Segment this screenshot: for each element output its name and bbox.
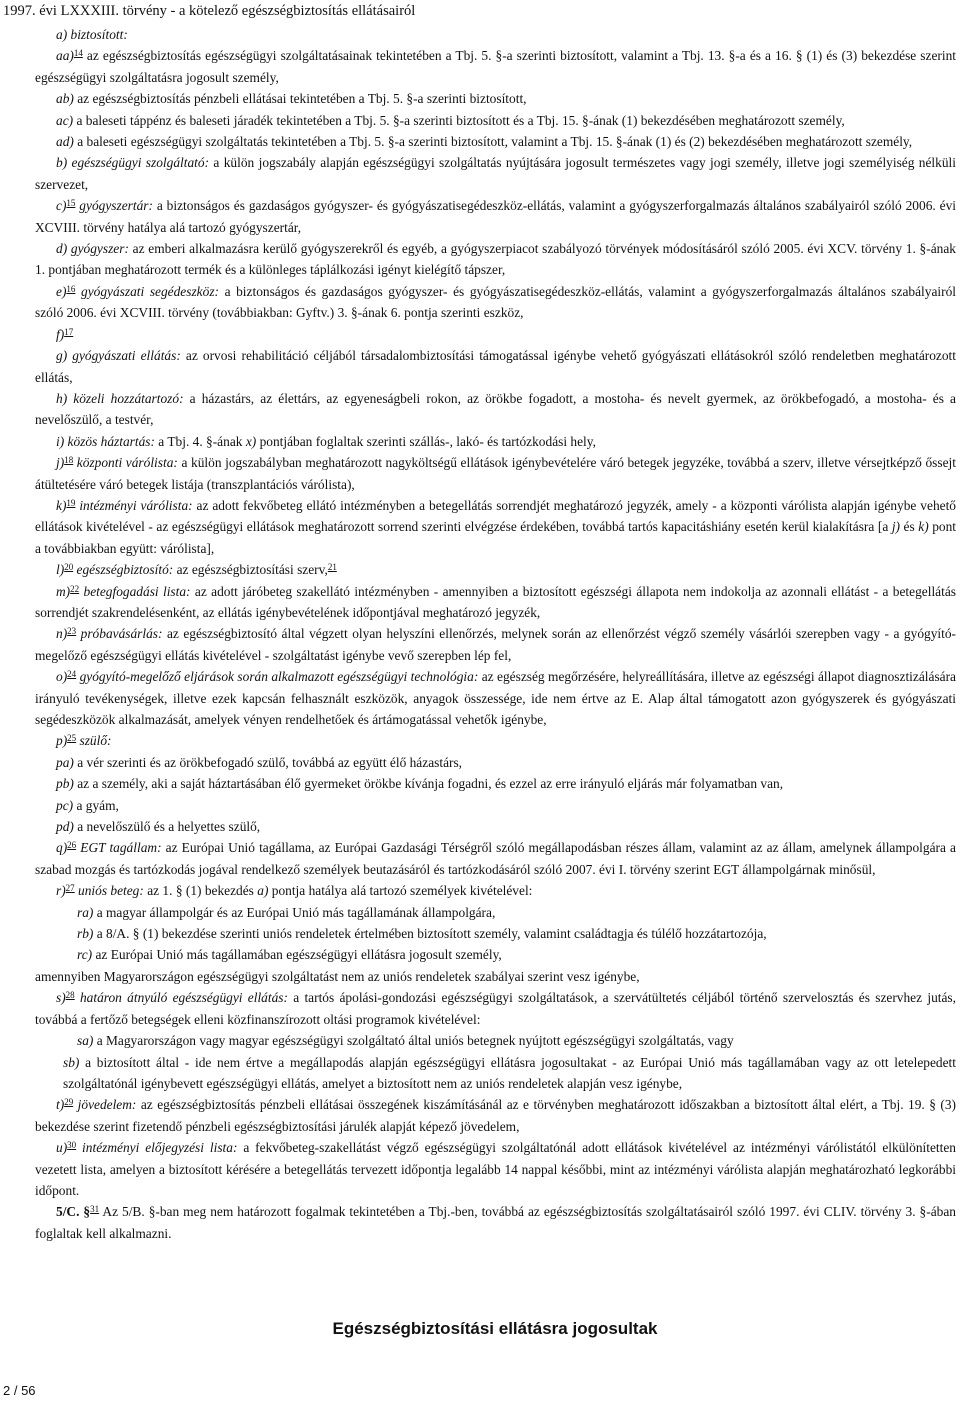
text-run: a magyar állampolgár és az Európai Unió más tagállamának állampolgára,	[93, 904, 496, 920]
text-run: és	[900, 519, 919, 535]
text-run: Az 5/B. §-ban meg nem határozott fogalmak tekintetében a Tbj.-ben, továbbá az egészségbiztosítás szolgáltatásairól szóló 1997. évi CLIV. törvény 3. §-ában foglaltak kell alkalmazni.	[35, 1204, 956, 1241]
paragraph	[35, 730, 956, 751]
italic-term: a)	[257, 883, 269, 899]
footnote-ref[interactable]: 18	[64, 455, 74, 466]
paragraph	[35, 666, 956, 730]
paragraph	[35, 495, 956, 559]
paragraph	[35, 795, 956, 816]
italic-term: s)	[56, 990, 66, 1006]
footnote-ref[interactable]: 31	[90, 1204, 100, 1215]
text-run: a biztonságos és gazdaságos gyógyszer- és gyógyászatisegédeszköz-ellátás, valamint a gyógyszerforgalmazás általános szabályairól szóló 2006. évi XCVIII. törvény hatálya alá tartozó gyógyszertár,	[35, 198, 956, 235]
paragraph	[35, 966, 956, 987]
italic-term: intézményi várólista:	[75, 497, 193, 513]
text-run: az egészségbiztosítási szerv,	[173, 562, 328, 578]
paragraph	[35, 1094, 956, 1137]
italic-term: gyógyító-megelőző eljárások során alkalmazott egészségügyi technológia:	[76, 669, 479, 685]
italic-term: pc)	[56, 797, 74, 813]
italic-term: i) közös háztartás:	[56, 433, 155, 449]
italic-term: a) biztosított:	[56, 27, 128, 42]
italic-term: gyógyszertár:	[75, 198, 153, 214]
footnote-ref[interactable]: 25	[67, 733, 77, 744]
italic-term: j)	[891, 519, 900, 535]
italic-term: h) közeli hozzátartozó:	[56, 390, 184, 406]
italic-term: k)	[56, 497, 67, 513]
paragraph	[35, 944, 956, 965]
italic-term: d) gyógyszer:	[56, 241, 129, 257]
italic-term: egészségbiztosító:	[73, 562, 174, 578]
paragraph	[35, 1201, 956, 1244]
paragraph	[35, 816, 956, 837]
paragraph	[35, 1137, 956, 1201]
footnote-ref[interactable]: 23	[67, 626, 77, 637]
italic-term: határon átnyúló egészségügyi ellátás:	[74, 990, 288, 1006]
footnote-ref[interactable]: 30	[67, 1140, 77, 1151]
text-run: a fekvőbeteg-szakellátást végző egészségügyi szolgáltatónál adott ellátások kivételével az intézményi várólistától elkülönítetten vezetett lista, amelyen a biztosított kérésére a betegellátás tervezett időpontja legalább 14 nappal későbbi, mint az intézményi várólista alapján meghatározható legkorábbi időpont.	[35, 1140, 956, 1198]
paragraph	[35, 559, 956, 580]
paragraph	[35, 581, 956, 624]
italic-term: o)	[56, 669, 68, 685]
text-run: a Magyarországon vagy magyar egészségügyi szolgáltató által uniós betegnek nyújtott egészségügyi szolgáltatás, vagy	[93, 1033, 734, 1049]
text-run: a házastárs, az élettárs, az egyeneságbeli rokon, az örökbe fogadott, a mostoha- és nevelt gyermek, az örökbefogadó, a mostoha- és a nevelőszülő, a testvér,	[35, 390, 957, 428]
text-run: az egészségbiztosítás pénzbeli ellátásai tekintetében a Tbj. 5. §-a szerinti biztosított,	[73, 91, 527, 107]
paragraph	[35, 324, 956, 345]
text-run: a külön jogszabály alapján egészségügyi szolgáltatás nyújtására jogosult természetes vagy jogi személy, illetve jogi személyiség nélküli szervezet,	[35, 155, 956, 192]
document-header: 1997. évi LXXXIII. törvény - a kötelező egészségbiztosítás ellátásairól	[3, 3, 416, 19]
text-run: pontja hatálya alá tartozó személyek kivételével:	[268, 883, 533, 899]
italic-term: f)	[56, 326, 65, 342]
italic-term: t)	[56, 1097, 65, 1113]
footnote-ref[interactable]: 21	[327, 562, 337, 573]
text-run: a biztonságos és gazdaságos gyógyszer- és gyógyászatisegédeszköz-ellátás, valamint a gyógyszerforgalmazás általános szabályairól szóló 2006. évi XCVIII. törvény (továbbiakban: Gyftv.) 3. §-ának 6. pontja szerinti eszköz,	[35, 283, 956, 321]
text-run: amennyiben Magyarországon egészségügyi szolgáltatást nem az uniós rendeletek szabályai szerint vesz igénybe,	[35, 968, 640, 984]
text-run: az Európai Unió más tagállamában egészségügyi ellátásra jogosult személy,	[92, 947, 502, 963]
italic-term: uniós beteg:	[74, 883, 144, 899]
paragraph	[35, 987, 956, 1030]
text-run: az Európai Unió tagállama, az Európai Gazdasági Térségről szóló megállapodásban részes állam, valamint az az állam, amelynek állampolgára a szabad mozgás és tartózkodás jogával rendelkező személyek beutazásáról és tartózkodásáról szóló 2007. évi I. törvény szerint EGT állampolgárnak minősül,	[35, 840, 957, 877]
italic-term: g) gyógyászati ellátás:	[56, 348, 181, 364]
text-run: az adott fekvőbeteg ellátó intézményben a betegellátás sorrendjét meghatározó jegyzék, amely - a központi várólista alapján igénybe vehető ellátások kivételével - az egészségügyi ellátások meghatározott sorrend szerinti elvégzése érdekében, továbbá tartós kapacitáshiány esetén kerül kialakításra [a	[35, 497, 956, 535]
footnote-ref[interactable]: 19	[66, 497, 76, 508]
italic-term: rb)	[77, 926, 94, 942]
paragraph	[35, 131, 956, 152]
paragraph	[35, 752, 956, 773]
italic-term: m)	[56, 583, 71, 599]
paragraph	[35, 837, 956, 880]
footnote-ref[interactable]: 14	[73, 48, 83, 59]
text-run: az egészségbiztosítás pénzbeli ellátásai összegének kiszámításánál az e törvényben meghatározott időszakban a biztosított által elért, a Tbj. 19. § (3) bekezdése szerint fizetendő pénzbeli egészségbiztosítási járulék alapját képező jövedelem,	[35, 1097, 956, 1134]
footnote-ref[interactable]: 29	[64, 1097, 74, 1108]
paragraph	[35, 452, 956, 495]
italic-term: x)	[245, 433, 257, 449]
italic-term: EGT tagállam:	[76, 840, 162, 856]
text-run: a gyám,	[73, 797, 119, 813]
paragraph	[35, 773, 956, 794]
italic-term: ad)	[56, 134, 74, 150]
paragraph	[35, 281, 956, 324]
text-run: az egészség megőrzésére, helyreállítására, illetve az egészségi állapot diagnosztizálására irányuló tevékenységek, illetve ezek kapcsán felhasznált eszközök, anyagok összessége, ide nem értve az E. Alap által támogatott azon gyógyszerek és gyógyászati segédeszközök alkalmazását, amelyek vényen rendelhetőek és ártámogatással vehetők igénybe,	[35, 669, 956, 727]
italic-term: q)	[56, 840, 68, 856]
section-title: Egészségbiztosítási ellátásra jogosultak	[332, 1319, 658, 1338]
paragraph	[35, 388, 956, 431]
footnote-ref[interactable]: 17	[64, 326, 74, 337]
italic-term: k)	[918, 519, 929, 535]
text-run: a 8/A. § (1) bekezdése szerinti uniós rendeletek értelmében biztosított személy, valamint családtagja és túlélő hozzátartozója,	[93, 926, 767, 942]
italic-term: p)	[56, 733, 68, 749]
italic-term: ac)	[56, 112, 74, 128]
text-run: a Tbj. 4. §-ának	[154, 433, 246, 449]
italic-term: sb)	[63, 1054, 80, 1070]
italic-term: betegfogadási lista:	[79, 583, 191, 599]
paragraph	[35, 88, 956, 109]
footnote-ref[interactable]: 22	[70, 583, 80, 594]
footnote-ref[interactable]: 26	[67, 840, 77, 851]
italic-term: ab)	[56, 91, 74, 107]
italic-term: e)	[56, 283, 67, 299]
footnote-ref[interactable]: 20	[64, 562, 74, 573]
italic-term: r)	[56, 883, 66, 899]
footnote-ref[interactable]: 28	[65, 990, 75, 1001]
document-body	[35, 24, 956, 1244]
italic-term: l)	[56, 562, 65, 578]
footnote-ref[interactable]: 24	[67, 669, 77, 680]
text-run: pontjában foglaltak szerinti szállás-, lakó- és tartózkodási hely,	[256, 433, 596, 449]
italic-term: aa)	[56, 48, 74, 64]
paragraph	[35, 880, 956, 901]
italic-term: ra)	[77, 904, 94, 920]
text-run: az emberi alkalmazásra kerülő gyógyszerekről és egyéb, a gyógyszerpiacot szabályozó törvények módosításáról szóló 2005. évi XCV. törvény 1. §-ának 1. pontjában meghatározott termék és a különleges táplálkozási igényt kielégítő tápszer,	[35, 241, 956, 278]
paragraph	[35, 1030, 956, 1051]
italic-term: b) egészségügyi szolgáltató:	[56, 155, 210, 171]
page-number: 2 / 56	[3, 1383, 36, 1398]
text-run: pont a továbbiakban együtt: várólista],	[35, 519, 957, 556]
text-run: az 1. § (1) bekezdés	[143, 883, 258, 899]
footnote-ref[interactable]: 15	[66, 198, 76, 209]
paragraph	[35, 238, 956, 281]
footnote-ref[interactable]: 16	[66, 283, 76, 294]
paragraph	[35, 24, 956, 45]
text-run: a tartós ápolási-gondozási egészségügyi szolgáltatások, a szervátültetés céljából történő szervelosztás és szervhez jutás, továbbá a fertőző betegségek elleni közfinanszírozott oltási programok kivételével:	[35, 990, 956, 1027]
text-run: a vér szerinti és az örökbefogadó szülő, továbbá az együtt élő házastárs,	[73, 754, 463, 770]
paragraph	[35, 195, 956, 238]
italic-term: j)	[56, 455, 65, 471]
italic-term: pa)	[56, 754, 74, 770]
paragraph	[35, 923, 956, 944]
italic-term: jövedelem:	[73, 1097, 137, 1113]
italic-term: c)	[56, 198, 67, 214]
italic-term: rc)	[77, 947, 93, 963]
paragraph	[35, 623, 956, 666]
paragraph	[35, 1052, 956, 1095]
italic-term: pd)	[56, 819, 74, 835]
italic-term: pb)	[56, 776, 74, 792]
italic-term: sa)	[77, 1033, 94, 1049]
italic-term: n)	[56, 626, 68, 642]
italic-term: központi várólista:	[73, 455, 178, 471]
paragraph	[35, 110, 956, 131]
italic-term: u)	[56, 1140, 68, 1156]
text-run: a külön jogszabályban meghatározott nagyköltségű ellátások igénybevételére váró betegek jegyzéke, továbbá a szerv, illetve vérsejtképző őssejt átültetésére váró betegek listája (transzplantációs várólista),	[35, 455, 956, 492]
italic-term: szülő:	[76, 733, 112, 749]
paragraph	[35, 45, 956, 88]
text-run: a biztosított által - ide nem értve a megállapodás alapján egészségügyi ellátásra jogosultakat - az Európai Unió más tagállamában vagy az ott letelepedett szolgáltatónál igénybevett egészségügyi ellátás, amelyet a biztosított nem az uniós rendeletek alapján vesz igénybe,	[63, 1054, 956, 1091]
italic-term: gyógyászati segédeszköz:	[75, 283, 219, 299]
text-run: a baleseti táppénz és baleseti járadék tekintetében a Tbj. 5. §-a szerinti biztosított és a Tbj. 15. §-ának (1) bekezdésében meghatározott személy,	[73, 112, 845, 128]
text-run: az orvosi rehabilitáció céljából társadalombiztosítási támogatással igénybe vehető gyógyászati ellátásokról szóló rendeletben meghatározott ellátás,	[35, 348, 956, 385]
text-run: a baleseti egészségügyi szolgáltatás tekintetében a Tbj. 5. §-a szerinti biztosított, valamint a Tbj. 15. §-ának (1) és (2) bekezdésében meghatározott személy,	[73, 134, 913, 150]
paragraph	[35, 902, 956, 923]
paragraph	[35, 152, 956, 195]
text-run: a nevelőszülő és a helyettes szülő,	[73, 819, 261, 835]
italic-term: próbavásárlás:	[76, 626, 163, 642]
section-marker: 5/C. §	[56, 1204, 91, 1220]
text-run: az a személy, aki a saját háztartásában élő gyermeket örökbe kívánja fogadni, és ezzel az erre irányuló eljárás már folyamatban van,	[73, 776, 784, 792]
paragraph	[35, 345, 956, 388]
text-run: az egészségbiztosító által végzett olyan helyszíni ellenőrzés, melynek során az ellenőrzést végző személy vásárlói szerepben vagy - a gyógyító-megelőző egészségügyi ellátás kivételével - szolgáltatást igénybe vevő szerepben lép fel,	[35, 626, 957, 663]
paragraph	[35, 431, 956, 452]
text-run: az egészségbiztosítás egészségügyi szolgáltatásainak tekintetében a Tbj. 5. §-a szerinti biztosított, valamint a Tbj. 13. §-a és a 16. § (1) és (3) bekezdése szerint egészségügyi szolgáltatásra jogosult személy,	[35, 48, 956, 85]
italic-term: intézményi előjegyzési lista:	[76, 1140, 238, 1156]
text-run: az adott járóbeteg szakellátó intézményben - amennyiben a biztosított egészségi állapota nem indokolja az azonnali ellátást - a betegellátás sorrendjét szakrendelésenként, az ellátás igénybevételének időpontjával meghatározó jegyzék,	[35, 583, 956, 620]
footnote-ref[interactable]: 27	[65, 883, 75, 894]
